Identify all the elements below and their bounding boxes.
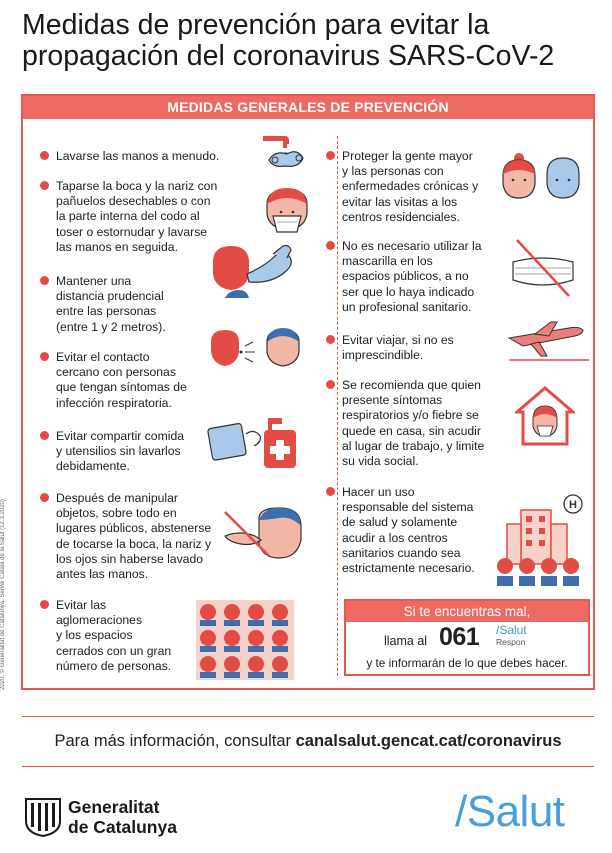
bullet-dot [326,380,335,389]
callout-footer: y te informarán de lo que debes hacer. [366,656,568,670]
divider-line [22,716,594,717]
measure-item: Después de manipular objetos, sobre todo en lugares públicos, abstenerse de tocarse la boca, la nariz y los ojos sin haberse lavado antes las manos. [56,491,211,582]
no-mask-icon [507,238,579,298]
people-distance-icon [205,326,305,374]
divider-line [22,766,594,767]
stay-home-icon [515,386,575,446]
bullet-dot [40,600,49,609]
bullet-dot [40,181,49,190]
phone-number[interactable]: 061 [439,623,480,651]
measure-item: Se recomienda que quien presente síntomas respiratorios y/o fiebre se quede en casa, sin acudir al lugar de trabajo, y limite su vida social. [342,378,484,469]
hospital-icon [493,492,589,588]
measure-item: Evitar las aglomeraciones y los espacios cerrados con un gran número de personas. [56,598,171,674]
measure-item: Taparse la boca y la nariz con pañuelos desechables o con la parte interna del codo al toser o estornudar y lavarse las manos en seguida. [56,179,217,255]
bullet-dot [326,151,335,160]
prevention-panel [21,94,595,690]
bullet-dot [326,335,335,344]
measure-item: Evitar viajar, si no es imprescindible. [342,333,454,363]
call-callout [344,599,590,676]
salut-respon-logo: /Salut Respon [496,623,527,647]
callout-header: Si te encuentras mal, [346,601,588,622]
airplane-icon [505,318,591,362]
measure-item: Evitar el contacto cercano con personas que tengan síntomas de infección respiratoria. [56,350,187,411]
salut-brand: /Salut [455,787,565,836]
generalitat-emblem-icon [24,797,62,837]
panel-title: MEDIDAS GENERALES DE PREVENCIÓN [23,96,593,119]
measure-item: No es necesario utilizar la mascarilla en los espacios públicos, a no ser que lo haya indicado un profesional sanitario. [342,239,482,315]
bullet-dot [40,276,49,285]
bullet-dot [326,241,335,250]
page-title: Medidas de prevención para evitar la propagación del coronavirus SARS-CoV-2 [22,9,555,72]
bullet-dot [40,493,49,502]
bullet-dot [40,352,49,361]
elderly-icon [499,152,583,208]
bullet-dot [326,487,335,496]
copyright-note: 2020. © Generalitat de Catalunya. Servei Català de la Salut (12.3.2020) [0,499,6,690]
more-info-line: Para más información, consultar canalsalut.gencat.cat/coronavirus [54,732,562,750]
no-face-touch-icon [219,506,309,562]
measure-item: Lavarse las manos a menudo. [56,149,219,164]
measure-item: Evitar compartir comida y utensilios sin lavarlos debidamente. [56,429,184,475]
bullet-dot [40,151,49,160]
hand-washing-icon [255,130,313,172]
cough-elbow-icon [207,242,303,302]
generalitat-logo-text: Generalitat de Catalunya [68,797,177,837]
callout-call-label: llama al [384,634,428,648]
sanitizer-icon [206,414,306,470]
column-divider [337,136,338,676]
measure-item: Proteger la gente mayor y las personas con enfermedades crónicas y evitar las visitas a los centros residenciales. [342,149,478,225]
svg-text:H: H [569,499,577,511]
bullet-dot [40,431,49,440]
measure-item: Mantener una distancia prudencial entre las personas (entre 1 y 2 metros). [56,274,166,335]
sneeze-tissue-icon [259,186,315,236]
crowd-icon [196,600,294,680]
info-link[interactable]: canalsalut.gencat.cat/coronavirus [295,732,562,750]
measure-item: Hacer un uso responsable del sistema de salud y solamente acudir a los centros sanitarios cuando sea estrictamente necesario. [342,485,475,576]
